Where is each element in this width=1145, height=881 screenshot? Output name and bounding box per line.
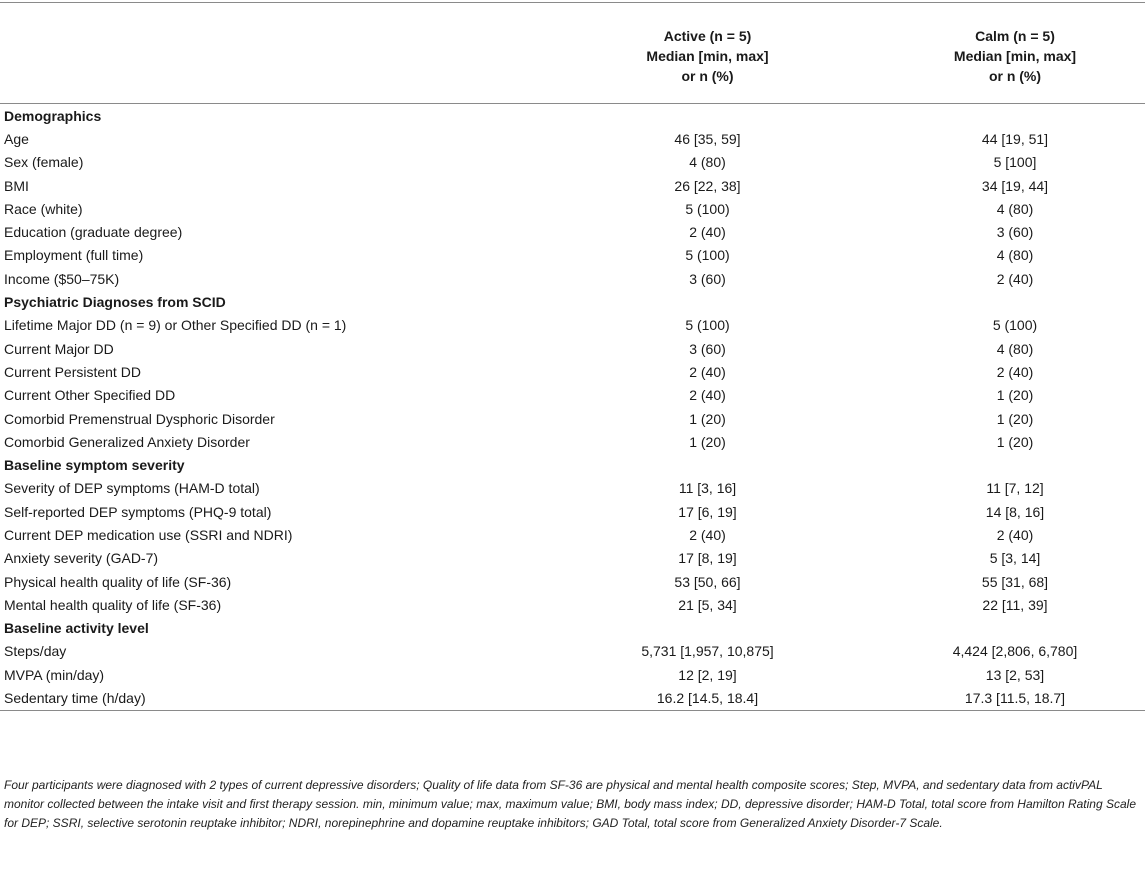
active-value: 5 (100) — [685, 317, 730, 334]
table-row — [0, 500, 1145, 523]
table-row — [0, 407, 1145, 430]
active-value: 4 (80) — [689, 154, 726, 171]
calm-value: 4 (80) — [996, 340, 1034, 357]
active-value: 26 [22, 38] — [674, 177, 741, 194]
row-label: Self-reported DEP symptoms (PHQ-9 total) — [4, 503, 272, 520]
row-label: Severity of DEP symptoms (HAM-D total) — [4, 480, 260, 497]
table-row — [0, 127, 1145, 150]
table-row — [0, 197, 1145, 220]
active-value: 12 [2, 19] — [678, 666, 737, 683]
row-label: Physical health quality of life (SF-36) — [4, 573, 232, 590]
section-title: Psychiatric Diagnoses from SCID — [4, 294, 226, 311]
active-value: 11 [3, 16] — [678, 480, 737, 497]
row-label: Current Major DD — [4, 340, 114, 357]
section-header-row — [0, 104, 1145, 128]
table-body — [0, 104, 1145, 711]
row-label: Steps/day — [4, 643, 67, 660]
row-label: Comorbid Premenstrual Dysphoric Disorder — [4, 410, 275, 427]
active-value: 1 (20) — [689, 410, 726, 427]
active-value: 16.2 [14.5, 18.4] — [656, 690, 759, 707]
header-calm-line2: Median [min, max] — [953, 48, 1077, 64]
calm-value: 1 (20) — [996, 387, 1034, 404]
calm-value: 4,424 [2,806, 6,780] — [952, 643, 1078, 660]
active-value: 5,731 [1,957, 10,875] — [641, 643, 774, 660]
row-label: Lifetime Major DD (n = 9) or Other Specified DD (n = 1) — [4, 317, 347, 334]
calm-value: 2 (40) — [996, 526, 1034, 543]
active-value: 21 [5, 34] — [678, 596, 737, 613]
row-label: MVPA (min/day) — [4, 666, 105, 683]
row-label: Sedentary time (h/day) — [4, 690, 146, 707]
baseline-characteristics-table — [0, 2, 1145, 711]
header-active-line3: or n (%) — [681, 68, 734, 84]
calm-value: 55 [31, 68] — [981, 573, 1049, 590]
calm-value: 22 [11, 39] — [982, 596, 1048, 613]
row-label: Income ($50–75K) — [4, 270, 120, 287]
table-row — [0, 570, 1145, 593]
header-active-line2: Median [min, max] — [646, 48, 769, 64]
table-row — [0, 384, 1145, 407]
table-row — [0, 360, 1145, 383]
calm-value: 11 [7, 12] — [986, 480, 1044, 497]
row-label: Mental health quality of life (SF-36) — [4, 596, 222, 613]
header-active-column — [530, 3, 885, 104]
calm-value: 2 (40) — [996, 270, 1034, 287]
header-active-line1: Active (n = 5) — [663, 28, 752, 44]
row-label: Current Persistent DD — [4, 363, 141, 380]
section-title: Baseline symptom severity — [4, 457, 185, 474]
header-calm-column — [885, 3, 1145, 104]
calm-value: 5 [3, 14] — [989, 550, 1041, 567]
table-row — [0, 174, 1145, 197]
row-label: Comorbid Generalized Anxiety Disorder — [4, 433, 250, 450]
table-row — [0, 477, 1145, 500]
table-row — [0, 547, 1145, 570]
row-label: Sex (female) — [4, 154, 84, 171]
calm-value: 1 (20) — [996, 410, 1034, 427]
header-calm-line3: or n (%) — [988, 68, 1042, 84]
calm-value: 34 [19, 44] — [981, 177, 1049, 194]
active-value: 5 (100) — [685, 247, 730, 264]
calm-value: 13 [2, 53] — [985, 666, 1045, 683]
row-label: Race (white) — [4, 200, 83, 217]
row-label: Anxiety severity (GAD-7) — [4, 550, 159, 567]
table-row — [0, 523, 1145, 546]
active-value: 17 [6, 19] — [678, 503, 737, 520]
header-row — [0, 3, 1145, 104]
row-label: Education (graduate degree) — [4, 224, 183, 241]
active-value: 17 [8, 19] — [678, 550, 737, 567]
calm-value: 2 (40) — [996, 363, 1034, 380]
active-value: 2 (40) — [689, 224, 726, 241]
section-header-row — [0, 453, 1145, 476]
header-calm-line1: Calm (n = 5) — [975, 28, 1055, 44]
active-value: 2 (40) — [689, 526, 726, 543]
calm-value: 17.3 [11.5, 18.7] — [964, 690, 1066, 707]
calm-value: 4 (80) — [996, 247, 1034, 264]
row-label: Current Other Specified DD — [4, 387, 176, 404]
calm-value: 14 [8, 16] — [985, 503, 1045, 520]
calm-value: 3 (60) — [996, 224, 1034, 241]
active-value: 2 (40) — [689, 387, 726, 404]
table-footnote: Four participants were diagnosed with 2 types of current depressive disorders; Quality of life data from SF-36 are physical and mental health composite scores; Step, MVPA, and sedentary data from activPAL monitor collected between the intake visit and first therapy session. min, minimum value; max, maximum value; BMI, body mass index; DD, depressive disorder; HAM-D Total, total score from Hamilton Rating Scale for DEP; SSRI, selective serotonin reuptake inhibitor; NDRI, norepinephrine and dopamine reuptake inhibitors; GAD Total, total score from Generalized Anxiety Disorder-7 Scale. — [4, 778, 1137, 830]
table-row — [0, 267, 1145, 290]
calm-value: 44 [19, 51] — [981, 130, 1049, 147]
row-label: BMI — [4, 177, 29, 194]
table-row — [0, 337, 1145, 360]
active-value: 1 (20) — [689, 433, 726, 450]
row-label: Employment (full time) — [4, 247, 144, 264]
calm-value: 5 (100) — [992, 317, 1038, 334]
table-row — [0, 151, 1145, 174]
section-title: Demographics — [4, 107, 102, 124]
table-row — [0, 430, 1145, 453]
row-label: Age — [4, 130, 29, 147]
active-value: 2 (40) — [689, 363, 726, 380]
table-row — [0, 314, 1145, 337]
section-header-row — [0, 290, 1145, 313]
section-title: Baseline activity level — [4, 620, 149, 637]
calm-value: 4 (80) — [996, 200, 1034, 217]
active-value: 53 [50, 66] — [674, 573, 741, 590]
active-value: 5 (100) — [685, 200, 730, 217]
table-row — [0, 663, 1145, 686]
calm-value: 5 [100] — [993, 154, 1037, 171]
table-row — [0, 593, 1145, 616]
table-row — [0, 220, 1145, 243]
row-label: Current DEP medication use (SSRI and NDRI) — [4, 526, 293, 543]
active-value: 46 [35, 59] — [674, 130, 741, 147]
table-row — [0, 244, 1145, 267]
active-value: 3 (60) — [689, 340, 726, 357]
table-row — [0, 686, 1145, 710]
header-label-column — [0, 3, 530, 104]
calm-value: 1 (20) — [996, 433, 1034, 450]
active-value: 3 (60) — [689, 270, 726, 287]
section-header-row — [0, 617, 1145, 640]
table-header — [0, 3, 1145, 104]
table-row — [0, 640, 1145, 663]
